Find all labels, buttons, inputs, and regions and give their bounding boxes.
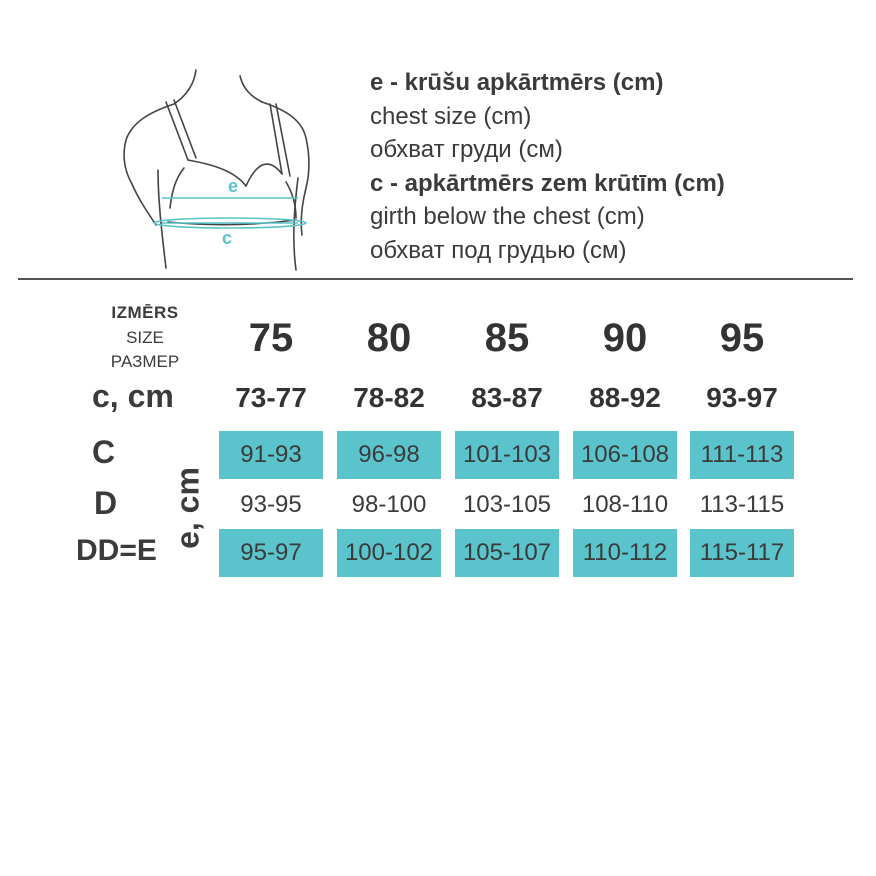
row-label-cup-c: C (92, 434, 116, 470)
c-range-75: 73-77 (235, 382, 307, 413)
legend-c-english: girth below the chest (cm) (370, 203, 645, 230)
cup-dd-cell-80: 100-102 (337, 529, 441, 577)
legend-e-latvian: e - krūšu apkārtmērs (cm) (370, 69, 664, 96)
cup-dd-cell-85: 105-107 (455, 529, 559, 577)
bra-figure-illustration (110, 60, 330, 275)
row-label-cup-dd: DD=E (76, 534, 157, 567)
cup-dd-cell-90: 110-112 (573, 529, 677, 577)
c-range-80: 78-82 (353, 382, 425, 413)
header-izmers: IZMĒRS (111, 303, 179, 322)
c-range-95: 93-97 (706, 382, 778, 413)
cup-c-cell-85: 101-103 (455, 431, 559, 479)
c-range-85: 83-87 (471, 382, 543, 413)
legend-c-russian: обхват под грудью (см) (370, 236, 627, 264)
c-range-90: 88-92 (589, 382, 661, 413)
axis-label-e-cm: e, cm (169, 467, 206, 549)
cup-d-cell-80: 98-100 (351, 491, 427, 518)
cup-d-cell-75: 93-95 (240, 491, 302, 518)
cup-c-cell-90: 106-108 (573, 431, 677, 479)
cup-c-cell-80: 96-98 (337, 431, 441, 479)
size-90: 90 (602, 316, 648, 360)
size-85: 85 (484, 316, 530, 360)
size-80: 80 (366, 316, 412, 360)
legend-e-english: chest size (cm) (370, 102, 532, 130)
legend-c-latvian: c - apkārtmērs zem krūtīm (cm) (370, 169, 725, 197)
cup-c-cell-95: 111-113 (690, 431, 794, 479)
measurement-legend (370, 66, 725, 267)
legend-e-russian: обхват груди (см) (370, 136, 563, 163)
size-75: 75 (248, 316, 294, 360)
figure-label-e: e (228, 176, 239, 196)
cup-c-cell-75: 91-93 (219, 431, 323, 479)
header-size: SIZE (126, 328, 164, 347)
row-label-cup-d: D (94, 485, 118, 521)
header-razmer: РАЗМЕР (110, 352, 180, 371)
cup-d-cell-85: 103-105 (462, 491, 552, 518)
row-label-c-cm: c, cm (92, 378, 174, 414)
cup-d-cell-90: 108-110 (581, 491, 669, 518)
cup-dd-cell-75: 95-97 (219, 529, 323, 577)
cup-d-cell-95: 113-115 (699, 491, 785, 518)
section-divider (18, 278, 853, 280)
cup-dd-cell-95: 115-117 (690, 529, 794, 577)
size-95: 95 (719, 316, 765, 360)
figure-label-c: c (222, 228, 233, 248)
